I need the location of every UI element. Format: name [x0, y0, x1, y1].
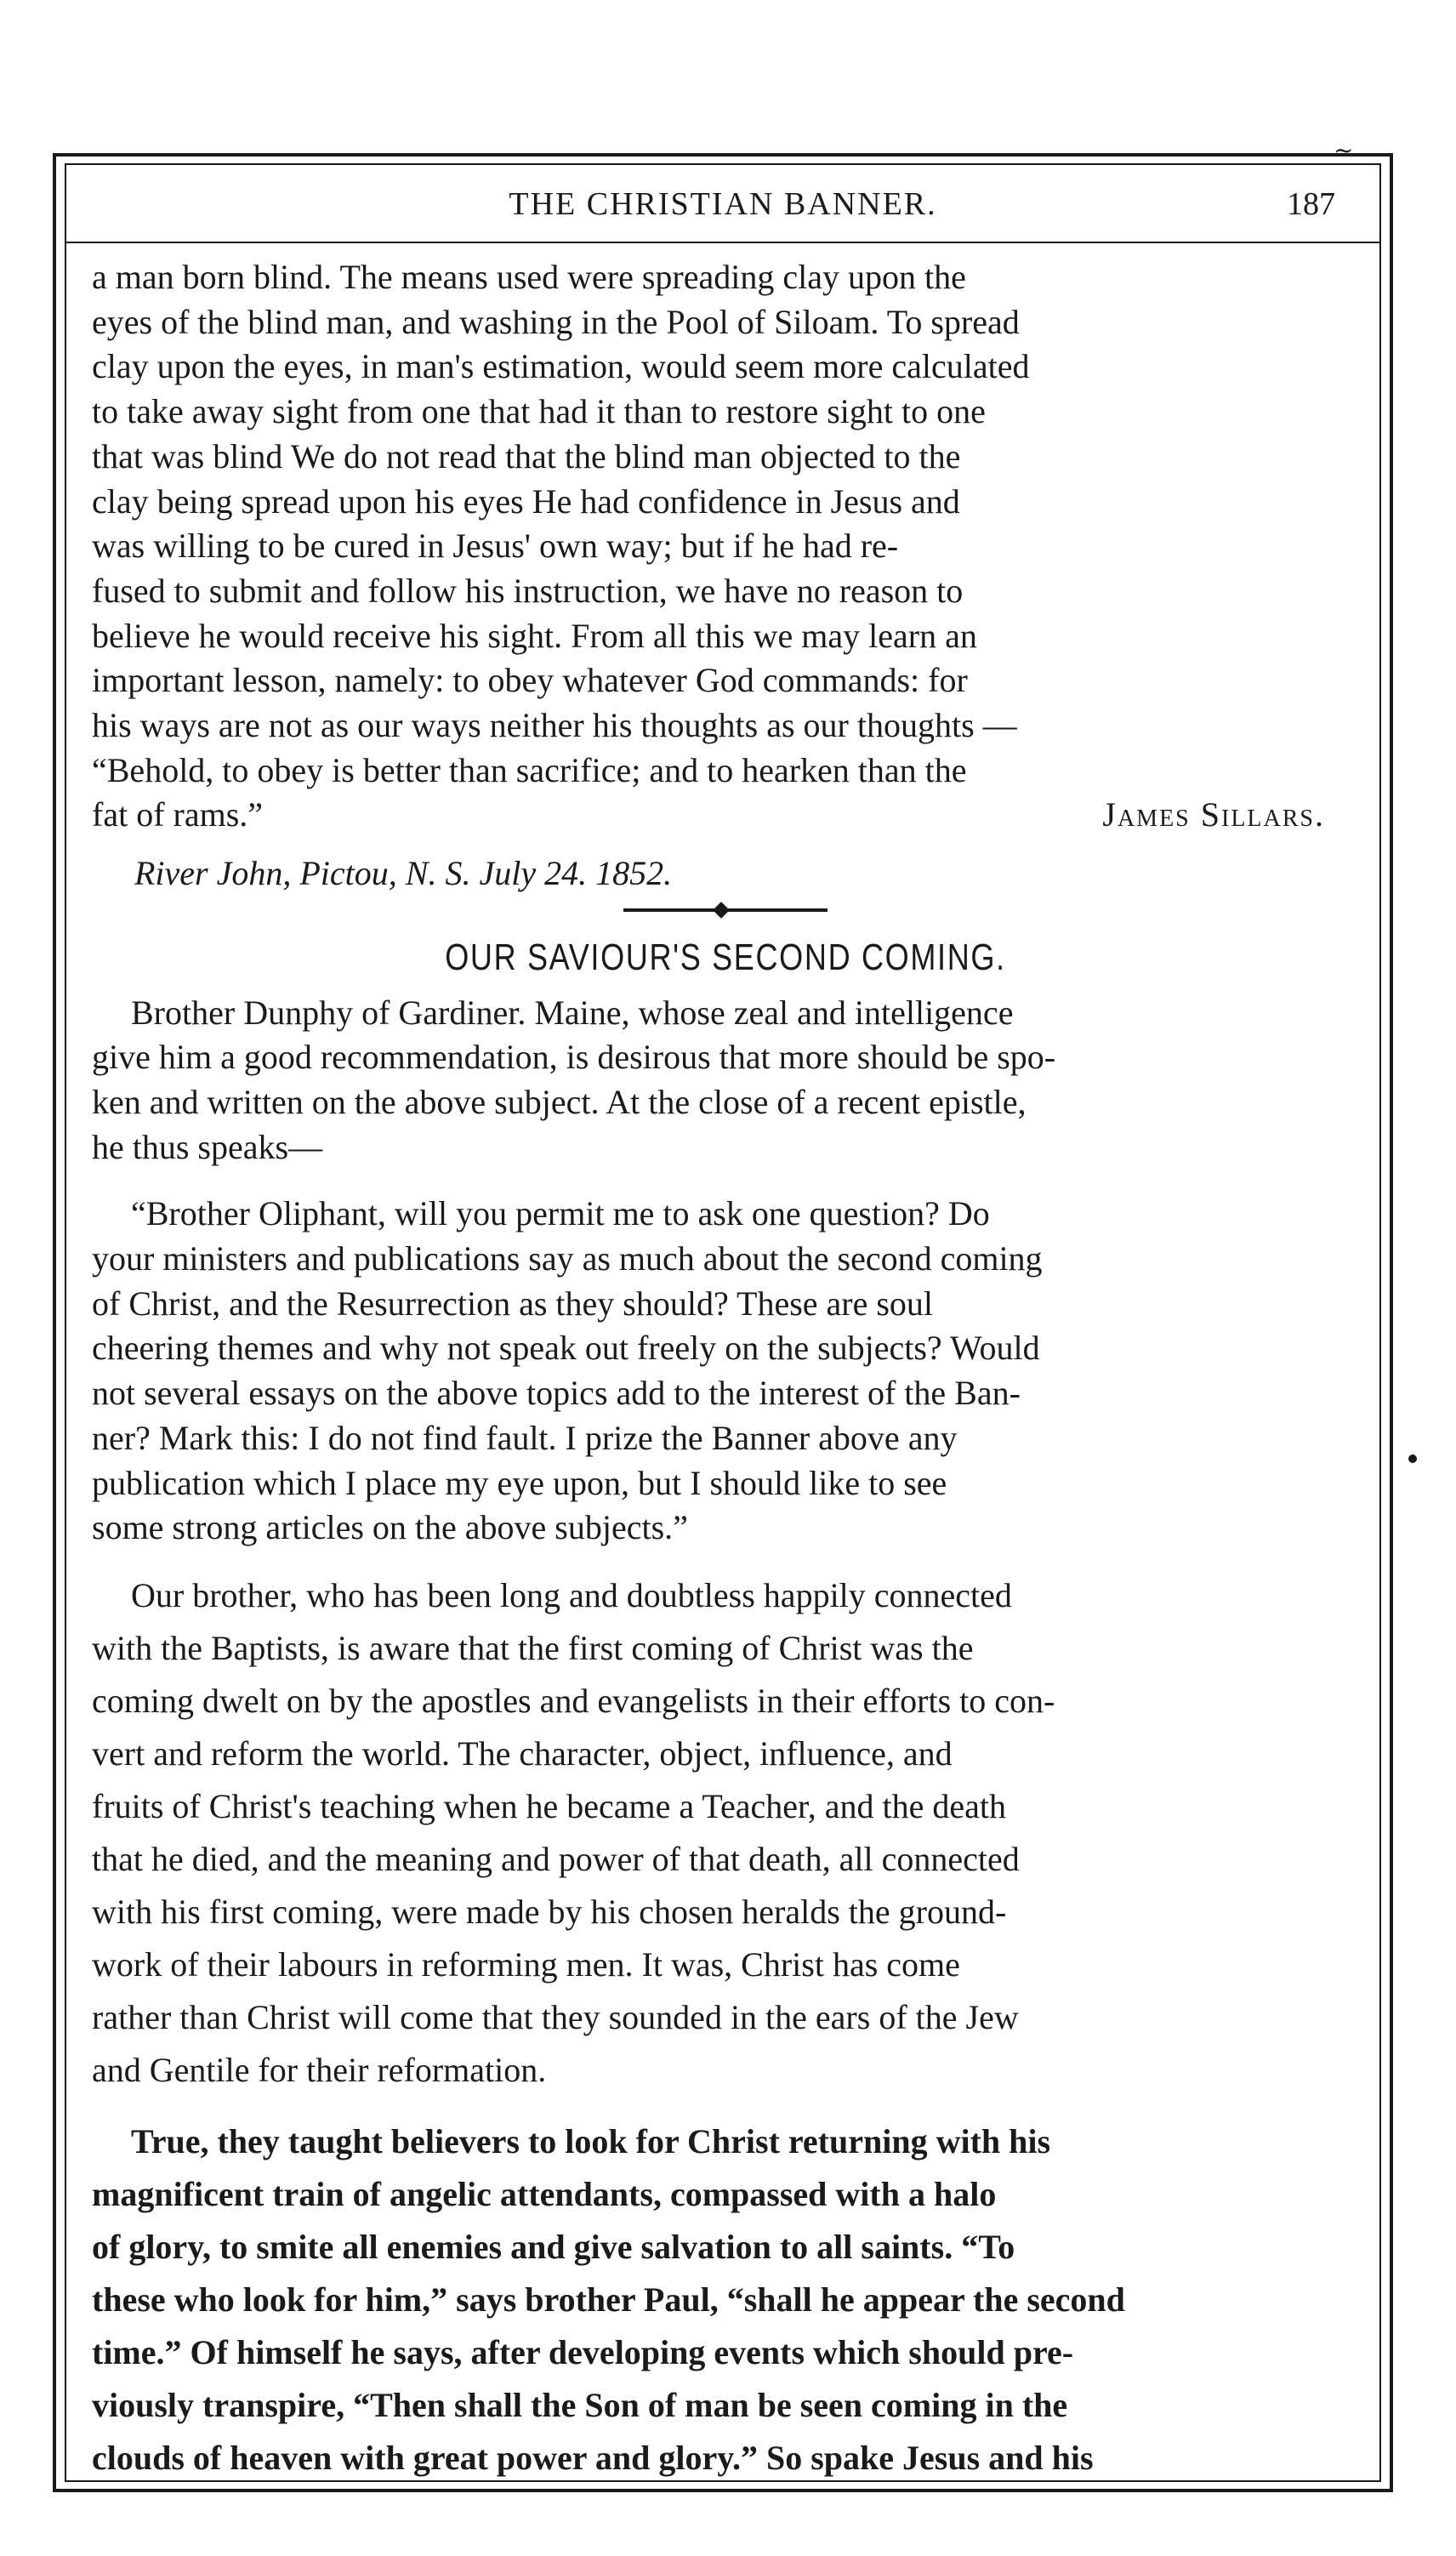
- text-line: of glory, to smite all enemies and give salvation to all saints. “To: [92, 2227, 1015, 2266]
- text-line: “Brother Oliphant, will you permit me to ask one question? Do: [131, 1194, 990, 1233]
- text-line: that was blind We do not read that the blind man objected to the: [92, 436, 961, 475]
- text-line: clay being spread upon his eyes He had confidence in Jesus and: [92, 481, 960, 521]
- text-line: some strong articles on the above subjects.”: [92, 1508, 688, 1547]
- text-line: clay upon the eyes, in man's estimation, would seem more calculated: [92, 347, 1030, 386]
- text-line: these who look for him,” says brother Paul, “shall he appear the second: [92, 2280, 1125, 2319]
- text-line: and Gentile for their reformation.: [92, 2050, 547, 2089]
- text-line: eyes of the blind man, and washing in the Pool of Siloam. To spread: [92, 302, 1020, 341]
- text-line: Brother Dunphy of Gardiner. Maine, whose zeal and intelligence: [131, 993, 1014, 1032]
- text-line: rather than Christ will come that they sounded in the ears of the Jew: [92, 1997, 1019, 2036]
- article-title: OUR SAVIOUR'S SECOND COMING.: [445, 936, 1006, 978]
- page-number: 187: [1287, 186, 1335, 222]
- text-line: True, they taught believers to look for Christ returning with his: [131, 2121, 1051, 2160]
- article-continuation: [92, 255, 1359, 897]
- text-line: that he died, and the meaning and power of that death, all connected: [92, 1839, 1020, 1878]
- text-line: important lesson, namely: to obey whatever God commands: for: [92, 661, 968, 700]
- text-line: “Behold, to obey is better than sacrifice; and to hearken than the: [92, 750, 967, 789]
- article-intro: [92, 991, 1359, 1170]
- text-line: time.” Of himself he says, after developing events which should pre-: [92, 2332, 1074, 2371]
- text-line: Our brother, who has been long and doubtless happily connected: [131, 1575, 1012, 1614]
- quoted-letter: [92, 1192, 1359, 1551]
- text-line: fat of rams.”: [92, 795, 264, 834]
- running-header: [85, 180, 1361, 231]
- text-line: coming dwelt on by the apostles and evangelists in their efforts to con-: [92, 1681, 1055, 1720]
- text-line: of Christ, and the Resurrection as they should? These are soul: [92, 1284, 934, 1323]
- margin-dot: [1408, 1454, 1417, 1463]
- paragraph-first-coming: [92, 1569, 1359, 2097]
- dateline: River John, Pictou, N. S. July 24. 1852.: [134, 854, 673, 893]
- page-body: [92, 255, 1359, 2485]
- text-line: a man born blind. The means used were spreading clay upon the: [92, 258, 966, 296]
- text-line: with his first coming, were made by his chosen heralds the ground-: [92, 1892, 1007, 1931]
- running-title: THE CHRISTIAN BANNER.: [509, 186, 937, 222]
- text-line: fruits of Christ's teaching when he became a Teacher, and the death: [92, 1786, 1006, 1825]
- paragraph-second-coming: [92, 2115, 1359, 2485]
- text-line: was willing to be cured in Jesus' own way; but if he had re-: [92, 527, 899, 566]
- text-line: give him a good recommendation, is desirous that more should be spo-: [92, 1038, 1056, 1077]
- section-divider: [623, 908, 828, 912]
- text-line: ner? Mark this: I do not find fault. I prize the Banner above any: [92, 1418, 958, 1457]
- corner-mark: ~: [1334, 136, 1354, 164]
- text-line: vert and reform the world. The character, object, influence, and: [92, 1733, 953, 1773]
- text-line: not several essays on the above topics add to the interest of the Ban-: [92, 1374, 1021, 1413]
- text-line: viously transpire, “Then shall the Son of man be seen coming in the: [92, 2385, 1068, 2424]
- text-line: believe he would receive his sight. From all this we may learn an: [92, 616, 977, 655]
- author-signature: James Sillars.: [1102, 795, 1325, 834]
- text-line: to take away sight from one that had it than to restore sight to one: [92, 392, 986, 431]
- text-line: your ministers and publications say as much about the second coming: [92, 1239, 1043, 1278]
- text-line: magnificent train of angelic attendants, compassed with a halo: [92, 2174, 997, 2213]
- text-line: publication which I place my eye upon, but I should like to see: [92, 1463, 947, 1502]
- text-line: he thus speaks—: [92, 1127, 323, 1166]
- signature-line: [92, 793, 1359, 838]
- text-line: with the Baptists, is aware that the first coming of Christ was the: [92, 1628, 974, 1667]
- text-line: fused to submit and follow his instruction, we have no reason to: [92, 571, 964, 610]
- header-rule: [65, 242, 1381, 243]
- text-line: cheering themes and why not speak out freely on the subjects? Would: [92, 1329, 1040, 1368]
- text-line: ken and written on the above subject. At the close of a recent epistle,: [92, 1082, 1027, 1121]
- text-line: his ways are not as our ways neither his thoughts as our thoughts —: [92, 706, 1017, 745]
- text-line: work of their labours in reforming men. It was, Christ has come: [92, 1944, 960, 1984]
- text-line: clouds of heaven with great power and glory.” So spake Jesus and his: [92, 2438, 1094, 2477]
